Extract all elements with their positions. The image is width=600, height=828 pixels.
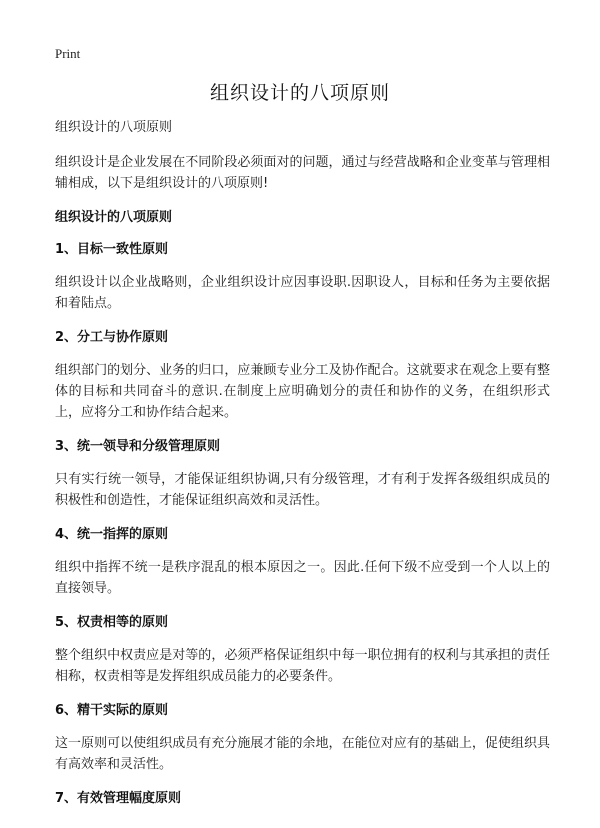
document-subtitle: 组织设计的八项原则 bbox=[55, 120, 173, 135]
principle-text: 组织设计以企业战略则，企业组织设计应因事设职.因职设人，目标和任务为主要依据和着陆点。 bbox=[55, 275, 550, 311]
principle-heading: 4、统一指挥的原则 bbox=[55, 527, 169, 542]
principle-text: 只有实行统一领导，才能保证组织协调,只有分级管理，才有利于发挥各级组织成员的积极性和创造性，才能保证组织高效和灵活性。 bbox=[55, 472, 550, 508]
principle-heading: 3、统一领导和分级管理原则 bbox=[55, 439, 221, 454]
principle-heading: 6、精干实际的原则 bbox=[55, 703, 169, 718]
document-body bbox=[55, 118, 550, 821]
print-link[interactable]: Print bbox=[55, 46, 81, 61]
principle-heading: 1、目标一致性原则 bbox=[55, 242, 169, 257]
principle-heading: 7、有效管理幅度原则 bbox=[55, 791, 182, 806]
principle-text: 组织中指挥不统一是秩序混乱的根本原因之一。因此.任何下级不应受到一个人以上的直接领导。 bbox=[55, 560, 550, 596]
intro-paragraph: 组织设计是企业发展在不同阶段必须面对的问题，通过与经营战略和企业变革与管理相辅相成，以下是组织设计的八项原则! bbox=[55, 155, 550, 191]
principle-text: 这一原则可以使组织成员有充分施展才能的余地，在能位对应有的基础上，促使组织具有高效率和灵活性。 bbox=[55, 736, 550, 772]
principle-text: 整个组织中权责应是对等的，必须严格保证组织中每一职位拥有的权利与其承担的责任相称，权责相等是发挥组织成员能力的必要条件。 bbox=[55, 648, 550, 684]
principle-heading: 2、分工与协作原则 bbox=[55, 330, 169, 345]
principle-heading: 5、权责相等的原则 bbox=[55, 615, 169, 630]
section-heading: 组织设计的八项原则 bbox=[55, 210, 173, 225]
principle-text: 组织部门的划分、业务的归口，应兼顾专业分工及协作配合。这就要求在观念上要有整体的目标和共同奋斗的意识.在制度上应明确划分的责任和协作的义务，在组织形式上，应将分工和协作结合起来。 bbox=[55, 363, 550, 420]
document-title: 组织设计的八项原则 bbox=[209, 82, 390, 104]
